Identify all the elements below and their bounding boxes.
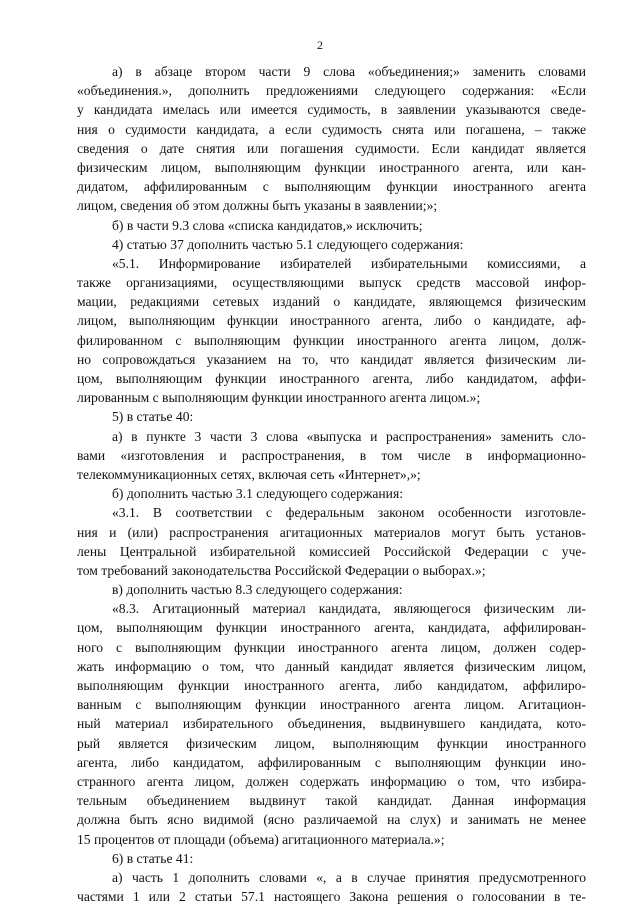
text-line: «3.1. В соответствии с федеральным законом особенности изготовле- bbox=[112, 505, 586, 521]
text-line: а) часть 1 дополнить словами «, а в случае принятия предусмотренного bbox=[112, 869, 586, 885]
text-line: странного агента лицом, должен содержать информацию о том, что избира- bbox=[77, 773, 586, 789]
text-line: а) в абзаце втором части 9 слова «объединения;» заменить словами bbox=[112, 64, 586, 79]
text-line: телекоммуникационных сетях, включая сеть «Интернет»,»; bbox=[77, 466, 421, 482]
text-line: цом, выполняющим функции иностранного агента, кандидата, аффилирован- bbox=[77, 620, 586, 636]
text-line: 15 процентов от площади (объема) агитационного материала.»; bbox=[77, 831, 445, 847]
text-line: б) в части 9.3 слова «списка кандидатов,» исключить; bbox=[112, 217, 423, 233]
text-line: 4) статью 37 дополнить частью 5.1 следующего содержания: bbox=[112, 236, 464, 252]
text-line: у кандидата имелась или имеется судимость, в заявлении указываются сведе- bbox=[77, 102, 586, 118]
text-line: ванным с выполняющим функции иностранного агента лицом. Агитацион- bbox=[77, 697, 586, 713]
page-number: 2 bbox=[317, 38, 323, 52]
text-line: ного с выполняющим функции иностранного агента лицом, должен содер- bbox=[77, 639, 586, 655]
text-line: цом, выполняющим функции иностранного агента, либо кандидатом, аффи- bbox=[77, 371, 586, 386]
text-line: том требований законодательства Российской Федерации о выборах.»; bbox=[77, 562, 486, 578]
text-line: лицом, выполняющим функции иностранного агента, либо о кандидате, аф- bbox=[77, 313, 586, 329]
text-line: 5) в статье 40: bbox=[112, 409, 194, 425]
text-line: «8.3. Агитационный материал кандидата, являющегося физическим ли- bbox=[112, 601, 586, 617]
text-line: частями 1 или 2 статьи 57.1 настоящего Закона решения о голосовании в те- bbox=[77, 889, 586, 905]
text-line: мации, редакциями сетевых изданий о кандидате, являющемся физическим bbox=[77, 294, 586, 310]
text-line: ния и (или) распространения агитационных материалов могут быть установ- bbox=[77, 524, 586, 540]
text-line: лированным с выполняющим функции иностранного агента лицом.»; bbox=[77, 390, 481, 406]
text-line: но сопровождаться указанием на то, что кандидат является физическим ли- bbox=[77, 351, 586, 367]
text-line: б) дополнить частью 3.1 следующего содержания: bbox=[112, 486, 403, 502]
text-line: а) в пункте 3 части 3 слова «выпуска и распространения» заменить сло- bbox=[112, 428, 586, 444]
text-line: агента, либо кандидатом, аффилированным с выполняющим функции ино- bbox=[77, 754, 586, 770]
text-line: также организациями, осуществляющими выпуск средств массовой инфор- bbox=[77, 275, 586, 291]
text-line: «объединения.», дополнить предложениями следующего содержания: «Если bbox=[77, 83, 586, 99]
text-line: сведения о дате снятия или погашения судимости. Если кандидат является bbox=[77, 140, 586, 156]
text-line: 6) в статье 41: bbox=[112, 850, 194, 866]
text-line: физическим лицом, выполняющим функции иностранного агента, или кан- bbox=[77, 159, 586, 175]
text-line: лены Центральной избирательной комиссией Российской Федерации с уче- bbox=[77, 543, 586, 559]
text-line: ния о судимости кандидата, а если судимость снята или погашена, – также bbox=[77, 121, 586, 137]
text-line: должна быть ясно видимой (ясно различаемой на слух) и занимать не менее bbox=[77, 812, 586, 828]
text-line: лицом, сведения об этом должны быть указаны в заявлении;»; bbox=[77, 198, 438, 214]
document-body bbox=[77, 62, 586, 906]
text-line: в) дополнить частью 8.3 следующего содержания: bbox=[112, 582, 403, 598]
text-line: «5.1. Информирование избирателей избирательными комиссиями, а bbox=[112, 255, 586, 271]
text-line: жать информацию о том, что данный кандидат является физическим лицом, bbox=[77, 658, 586, 674]
text-line: рый является физическим лицом, выполняющим функции иностранного bbox=[77, 735, 586, 751]
text-line: дидатом, аффилированным с выполняющим функции иностранного агента bbox=[77, 179, 586, 195]
text-line: ный материал избирательного объединения, выдвинувшего кандидата, кото- bbox=[77, 716, 586, 732]
text-line: тельным объединением выдвинут такой кандидат. Данная информация bbox=[77, 793, 586, 809]
text-line: выполняющим функции иностранного агента, либо кандидатом, аффилиро- bbox=[77, 678, 586, 693]
text-line: филированном с выполняющим функции иностранного агента лицом, долж- bbox=[77, 332, 586, 348]
text-line: вами «изготовления и распространения, в том числе в информационно- bbox=[77, 447, 586, 463]
